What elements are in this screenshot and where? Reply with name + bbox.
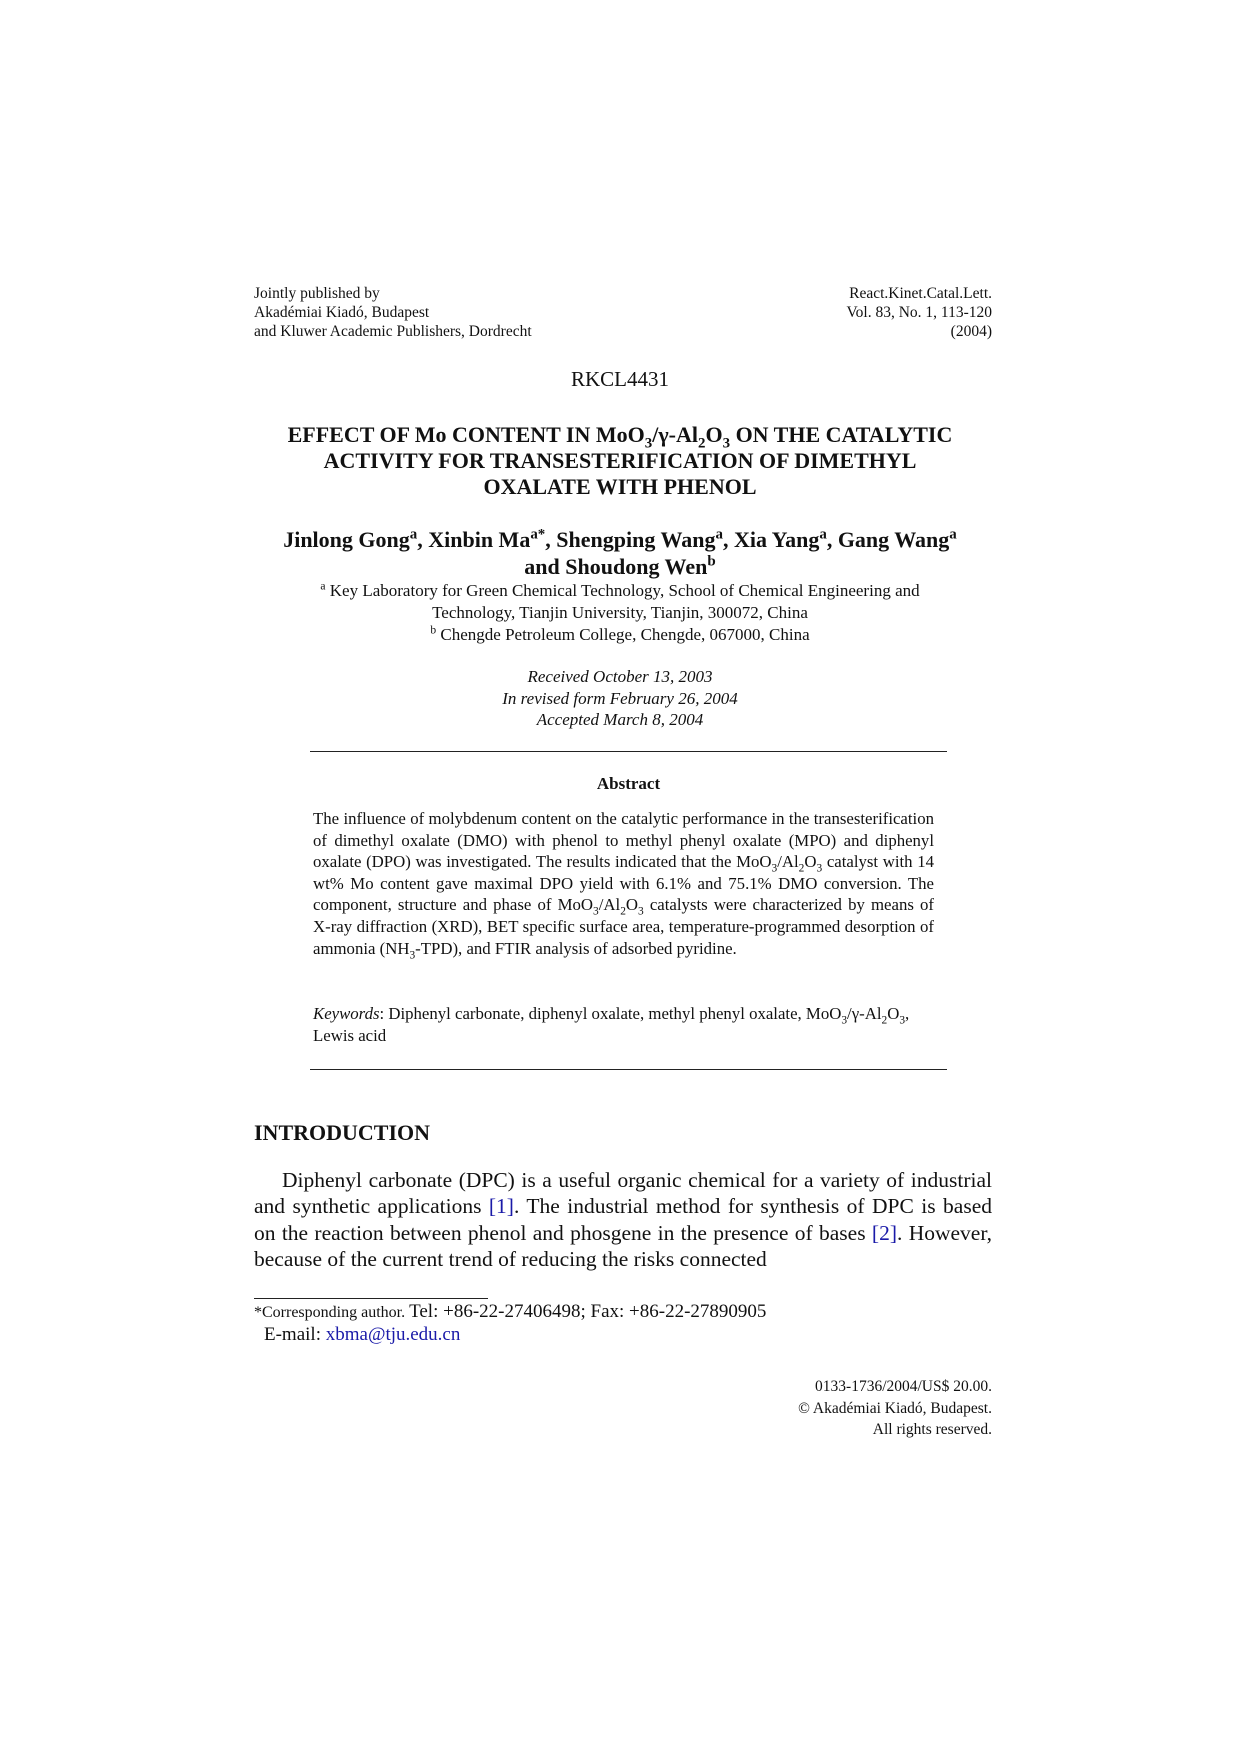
author-affil-mark: b: [707, 553, 716, 570]
publisher-line: Akadémiai Kiadó, Budapest: [254, 304, 430, 321]
title-text: ACTIVITY FOR TRANSESTERIFICATION OF DIMETHYL: [323, 448, 917, 473]
corresponding-author-note: *Corresponding author. Tel: +86-22-27406498; Fax: +86-22-27890905: [254, 1301, 767, 1322]
keywords: Keywords: Diphenyl carbonate, diphenyl oxalate, methyl phenyl oxalate, $MoO_3/\gamma-Al_2O_3$, Lewis acid: [313, 1004, 910, 1045]
footnote-rule: [254, 1298, 488, 1299]
journal-line: (2004): [950, 323, 992, 340]
publisher-line: Jointly published by: [254, 285, 380, 302]
article-code: RKCL4431: [570, 367, 669, 391]
email-link[interactable]: xbma@tju.edu.cn: [325, 1324, 461, 1345]
copyright-line: 0133-1736/2004/US$ 20.00.: [815, 1378, 992, 1395]
citation-link[interactable]: [2]: [871, 1220, 897, 1245]
author-prefix: and: [524, 554, 566, 579]
publisher-info: [254, 284, 532, 341]
author-name: Xinbin Ma: [428, 527, 531, 552]
author-list: Jinlong Gong$^a$, Xinbin $Ma^{a*}$, Shengping Wang$^a$, Xia Yang$^a$, Gang Wang$^a$ and Shoudong Wen$^b$: [283, 526, 957, 579]
affil-mark: a: [320, 579, 326, 593]
author-affil-mark: a: [819, 526, 827, 543]
affil-text: Technology, Tianjin University, Tianjin, 300072, China: [432, 603, 808, 622]
paper-title: [200, 422, 1040, 500]
abstract-text: The influence of molybdenum content on the catalytic performance in the transesterification of dimethyl oxalate (DMO) with phenol to methyl phenyl oxalate (MPO) and diphenyl oxalate (DPO) was investigated. The results indicated that the $MoO_3/Al_2O_3$ catalyst with 14 wt% Mo content gave maximal DPO yield with 6.1% and 75.1% DMO conversion. The component, structure and phase of $MoO_3/Al_2O_3$ catalysts were characterized by means of X-ray diffraction (XRD), BET specific surface area, temperature-programmed desorption of ammonia $(NH_3-TPD)$, and FTIR analysis of adsorbed pyridine.: [313, 809, 934, 961]
abstract-bottom-rule: [310, 1069, 947, 1070]
received-date: Received October 13, 2003: [527, 667, 713, 686]
subscript: 3: [644, 435, 653, 452]
journal-info: [700, 284, 992, 341]
journal-line: Vol. 83, No. 1, 113-120: [846, 304, 992, 321]
copyright-line: All rights reserved.: [872, 1421, 992, 1438]
title-text: EFFECT OF Mo CONTENT IN MoO: [287, 422, 645, 447]
copyright-line: © Akadémiai Kiadó, Budapest.: [798, 1399, 992, 1417]
affil-text: Key Laboratory for Green Chemical Technology, School of Chemical Engineering and: [325, 581, 920, 600]
subscript: 3: [722, 435, 731, 452]
author-name: Jinlong Gong: [283, 527, 410, 552]
title-text: O: [705, 422, 723, 447]
email-line: E-mail: xbma@tju.edu.cn: [264, 1324, 461, 1345]
author-affil-mark: a: [715, 526, 723, 543]
title-text: /γ-Al: [652, 422, 698, 447]
author-name: Gang Wang: [837, 527, 950, 552]
author-affil-mark: a: [409, 526, 418, 543]
accepted-date: Accepted March 8, 2004: [536, 710, 704, 729]
introduction-paragraph: Diphenyl carbonate (DPC) is a useful organic chemical for a variety of industrial and synthetic applications [1]. The industrial method for synthesis of DPC is based on the reaction between phenol and phosgene in the presence of bases [2]. However, because of the current trend of reducing the risks connected: [254, 1168, 993, 1272]
author-affil-mark: a*: [530, 526, 546, 543]
submission-dates: [240, 666, 1000, 731]
revised-date: In revised form February 26, 2004: [502, 688, 738, 708]
author-name: Shengping Wang: [556, 527, 716, 552]
subscript: 2: [697, 435, 706, 452]
title-text: ON THE CATALYTIC: [730, 422, 953, 447]
affil-mark: b: [430, 623, 437, 637]
author-name: Xia Yang: [733, 527, 820, 552]
title-text: OXALATE WITH PHENOL: [483, 474, 757, 499]
section-heading-introduction: INTRODUCTION: [254, 1120, 431, 1145]
citation-link[interactable]: [1]: [488, 1194, 514, 1219]
copyright-block: [700, 1376, 992, 1441]
author-name: Shoudong Wen: [565, 554, 708, 579]
keywords-label: Keywords: [313, 1004, 380, 1023]
affiliations: [240, 580, 1000, 646]
publisher-line: and Kluwer Academic Publishers, Dordrecht: [254, 323, 532, 340]
abstract-heading: Abstract: [596, 774, 661, 793]
journal-line: React.Kinet.Catal.Lett.: [849, 285, 992, 302]
abstract-top-rule: [310, 751, 947, 752]
author-affil-mark: a: [949, 526, 957, 543]
affil-text: Chengde Petroleum College, Chengde, 067000, China: [436, 625, 810, 644]
